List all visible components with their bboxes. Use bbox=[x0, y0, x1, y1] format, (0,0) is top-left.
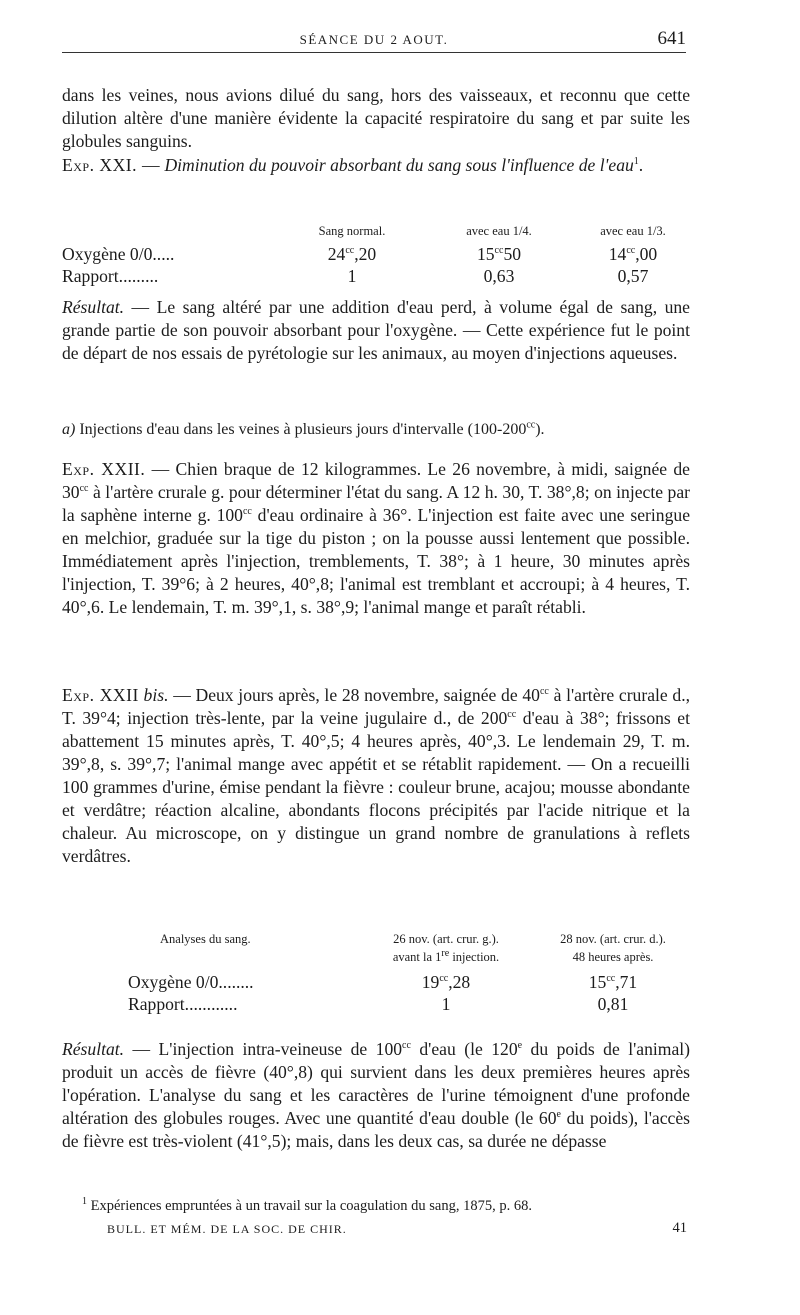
column-subheader: 48 heures après. bbox=[572, 950, 654, 964]
table-cell: $15^{cc}50$ bbox=[476, 244, 522, 264]
signature-number: 41 bbox=[672, 1220, 687, 1236]
paragraph-intro: dans les veines, nous avions dilué du sang, hors des vaisseaux, et reconnu que cette dilution altère d'une manière évidente la capacité respiratoire du sang et par suite les globules sanguins. bbox=[62, 85, 690, 151]
column-header: Sang normal. bbox=[318, 224, 386, 238]
footnote-marker: 1 bbox=[82, 1196, 87, 1208]
table-header-row bbox=[62, 947, 692, 972]
table-cell: 1 bbox=[441, 994, 451, 1014]
journal-title: BULL. ET MÉM. DE LA SOC. DE CHIR. bbox=[107, 1222, 347, 1236]
result-paragraph-2: Résultat. — L'injection intra-veineuse de $100^{cc}$ d'eau (le 120e du poids de l'animal) produit un accès de fièvre (40°,8) qui survient dans les deux premières heures après l'opération. L'analyse du sang et les caractères de l'urine témoignent d'une profonde altération des globules rouges. Avec une quantité d'eau double (le 60e du poids), l'accès de fièvre est très-violent (41°,5); mais, dans les deux cas, sa durée ne dépasse bbox=[62, 1039, 690, 1151]
table-cell: 0,63 bbox=[483, 266, 515, 286]
table-row bbox=[62, 994, 692, 1016]
page-header bbox=[62, 28, 686, 53]
table-cell: $19^{cc},28$ bbox=[421, 972, 471, 992]
table-cell: $14^{cc},00$ bbox=[608, 244, 658, 264]
experiment-title: Diminution du pouvoir absorbant du sang sous l'influence de l'eau bbox=[164, 155, 634, 175]
column-subheader: avant la 1re injection. bbox=[392, 947, 500, 964]
column-header: avec eau 1/4. bbox=[466, 224, 532, 238]
section-heading-a: a) Injections d'eau dans les veines à plusieurs jours d'intervalle $(100-200^{cc})$. bbox=[62, 419, 545, 438]
experiment-label: Exp. XXII bbox=[62, 685, 139, 705]
row-label: Oxygène 0/0........ bbox=[128, 972, 254, 992]
experiment-21-heading: Exp. XXI. — Diminution du pouvoir absorbant du sang sous l'influence de l'eau$^1$. bbox=[62, 155, 644, 175]
table-cell: 0,57 bbox=[617, 266, 649, 286]
result-label: Résultat. bbox=[62, 1039, 125, 1059]
row-label: Rapport......... bbox=[62, 266, 159, 286]
column-header: 28 nov. (art. crur. d.). bbox=[560, 932, 666, 946]
experiment-22-bis-paragraph: Exp. XXII bis. — Deux jours après, le 28 novembre, saignée de $40^{cc}$ à l'artère crurale d., T. 39°4; injection très-lente, par la veine jugulaire d., de $200^{cc}$ d'eau à 38°; frissons et abattement 15 minutes après, T. 40°,5; 4 heures après, 40°,3. Le lendemain 29, T. m. 39°,8, s. 39°,7; l'animal mange avec appétit et se rétablit rapidement. — On a recueilli 100 grammes d'urine, émise pendant la fièvre : couleur brune, acajou; mousse abondante et verdâtre; réaction alcaline, abondants flocons précipités par l'acide nitrique et la chaleur. Au microscope, on y distingue un grand nombre de granulations à reflets verdâtres. bbox=[62, 685, 691, 866]
result-paragraph-1: Résultat. — Le sang altéré par une addition d'eau perd, à volume égal de sang, une grande partie de son pouvoir absorbant pour l'oxygène. — Cette expérience fut le point de départ de nos essais de pyrétologie sur les animaux, au moyen d'injections aqueuses. bbox=[62, 297, 690, 363]
result-label: Résultat. bbox=[62, 297, 125, 317]
footnote-marker: 1 bbox=[633, 156, 639, 168]
page-footer bbox=[107, 1222, 687, 1237]
experiment-label: Exp. XXI. — bbox=[62, 155, 161, 175]
row-label: Rapport............ bbox=[128, 994, 238, 1014]
table-cell: $15^{cc},71$ bbox=[588, 972, 638, 992]
table-title: Analyses du sang. bbox=[160, 932, 251, 946]
row-label: Oxygène 0/0..... bbox=[62, 244, 175, 264]
running-title: SÉANCE DU 2 AOUT. bbox=[299, 32, 449, 47]
column-header: 26 nov. (art. crur. g.). bbox=[393, 932, 499, 946]
table-cell: 1 bbox=[347, 266, 357, 286]
table-row bbox=[62, 972, 692, 994]
column-header: avec eau 1/3. bbox=[600, 224, 666, 238]
page-number: 641 bbox=[657, 28, 686, 49]
table-row bbox=[62, 244, 692, 266]
table-header-row bbox=[62, 224, 692, 246]
table-cell: 0,81 bbox=[597, 994, 629, 1014]
experiment-22-paragraph: Exp. XXII. — Chien braque de 12 kilogrammes. Le 26 novembre, à midi, saignée de $30^{cc}$ à l'artère crurale g. pour déterminer l'état du sang. A 12 h. 30, T. 38°,8; on injecte par la saphène interne g. $100^{cc}$ d'eau ordinaire à 36°. L'injection est faite avec une seringue en melchior, graduée sur la tige du piston ; on la pousse aussi lentement que possible. Immédiatement après l'injection, tremblements, T. 38°; à 1 heure, 30 minutes après l'injection, T. 39°6; à 2 heures, 40°,8; l'animal est tremblant et accroupi; à 4 heures, T. 40°,6. Le lendemain, T. m. 39°,1, s. 38°,9; l'animal mange et paraît rétabli. bbox=[62, 459, 690, 617]
experiment-label: Exp. XXII. bbox=[62, 459, 146, 479]
table-row bbox=[62, 266, 692, 288]
table-cell: $24^{cc},20$ bbox=[327, 244, 377, 264]
footnote: $^1$ Expériences empruntées à un travail sur la coagulation du sang, 1875, p. 68. bbox=[82, 1196, 532, 1214]
